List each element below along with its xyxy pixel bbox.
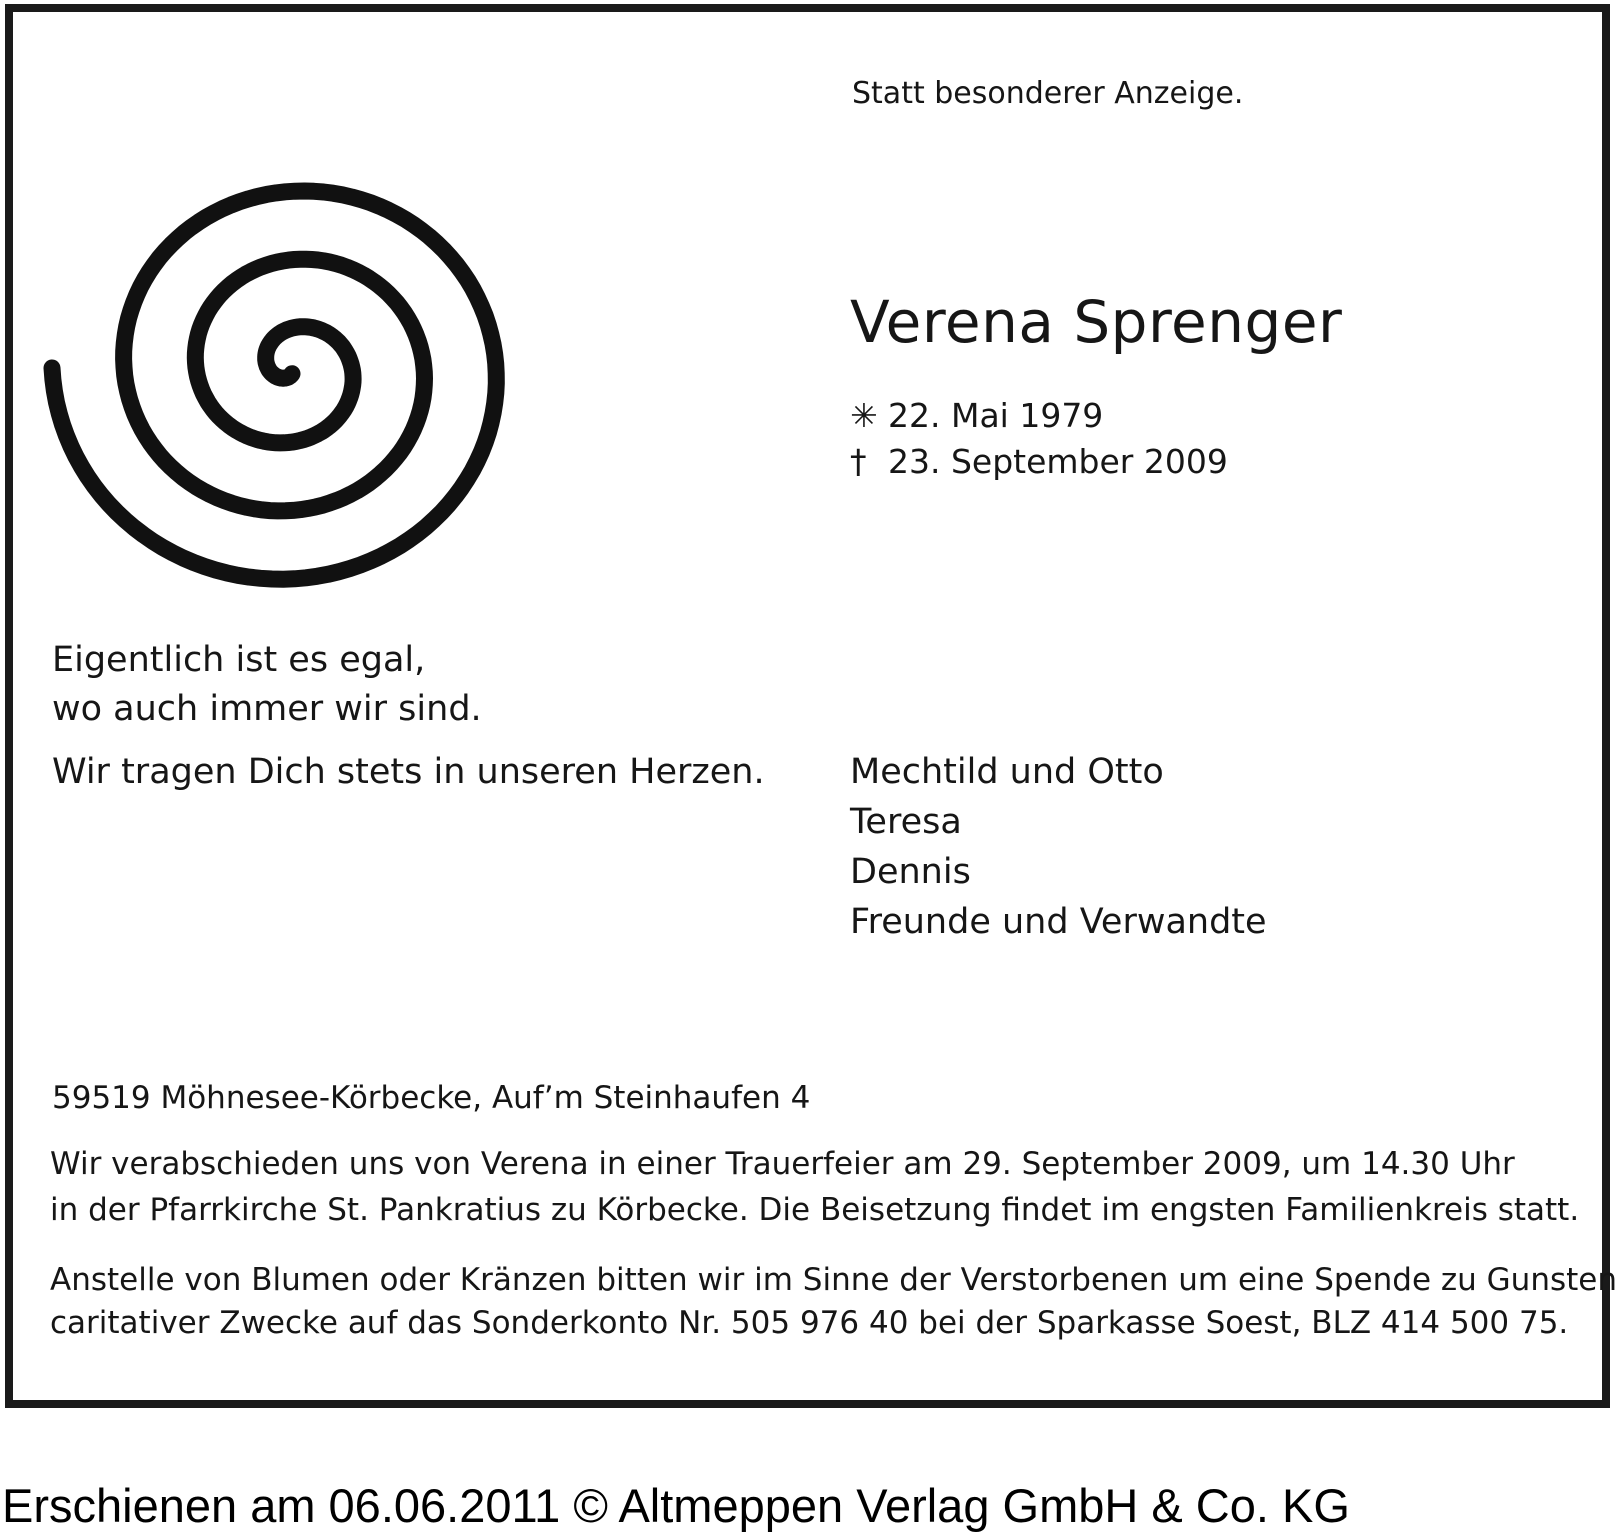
service-text-line: in der Pfarrkirche St. Pankratius zu Körbecke. Die Beisetzung findet im engsten Familienkreis statt.	[50, 1192, 1580, 1228]
birth-line	[850, 396, 1103, 435]
service-text-line: Wir verabschieden uns von Verena in einer Trauerfeier am 29. September 2009, um 14.30 Uhr	[50, 1146, 1515, 1182]
donation-text-line: Anstelle von Blumen oder Kränzen bitten wir im Sinne der Verstorbenen um eine Spende zu Gunsten	[50, 1262, 1617, 1298]
birth-star-icon: ✳	[850, 396, 878, 435]
spiral-icon	[30, 78, 590, 608]
deceased-name: Verena Sprenger	[850, 288, 1343, 356]
notice-header: Statt besonderer Anzeige.	[852, 76, 1244, 111]
death-line	[850, 442, 1228, 481]
publication-footer: Erschienen am 06.06.2011 © Altmeppen Verlag GmbH & Co. KG	[2, 1479, 1350, 1532]
birth-date: 22. Mai 1979	[888, 396, 1104, 435]
death-cross-icon: †	[850, 442, 867, 481]
quote-line: Wir tragen Dich stets in unseren Herzen.	[52, 752, 765, 792]
mourner-name: Dennis	[850, 852, 971, 892]
quote-line: wo auch immer wir sind.	[52, 689, 482, 729]
mourner-name: Teresa	[850, 802, 962, 842]
quote-line: Eigentlich ist es egal,	[52, 640, 426, 680]
mourner-name: Freunde und Verwandte	[850, 902, 1267, 942]
family-address: 59519 Möhnesee-Körbecke, Auf’m Steinhaufen 4	[52, 1080, 811, 1116]
donation-text-line: caritativer Zwecke auf das Sonderkonto Nr. 505 976 40 bei der Sparkasse Soest, BLZ 414 500 75.	[50, 1305, 1569, 1341]
mourner-name: Mechtild und Otto	[850, 752, 1164, 792]
death-date: 23. September 2009	[888, 442, 1228, 481]
